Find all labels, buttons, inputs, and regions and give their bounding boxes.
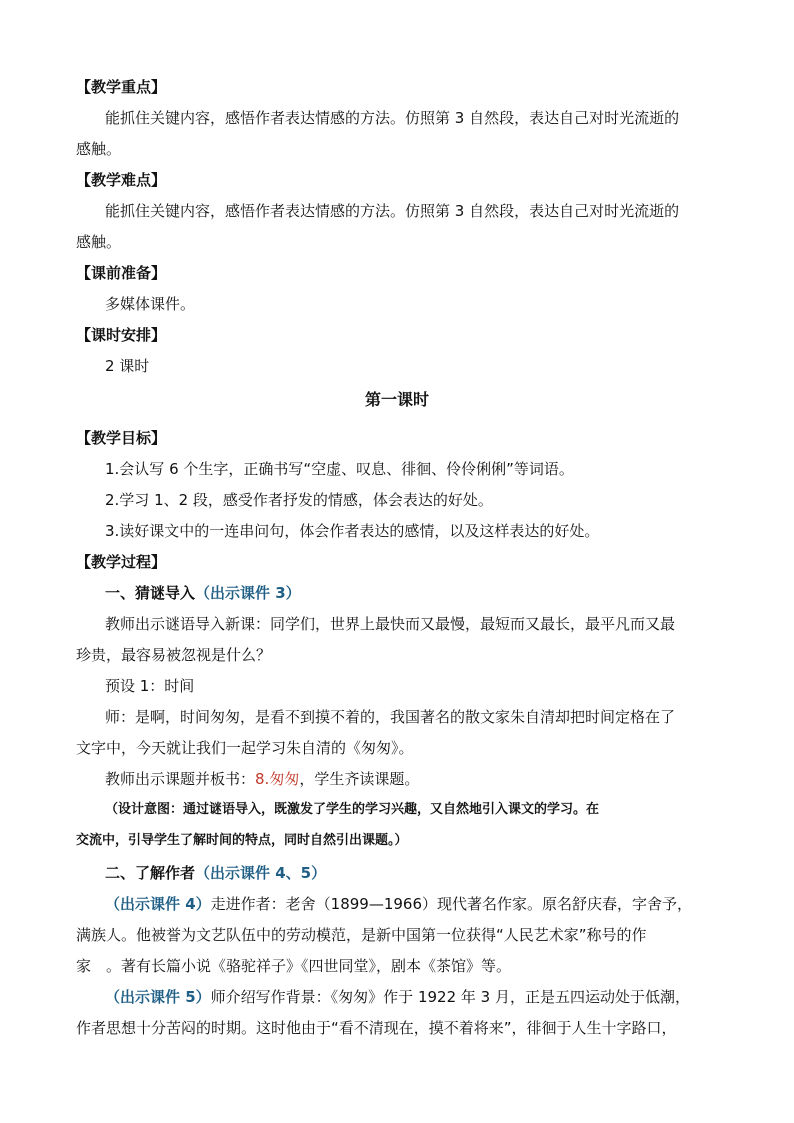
goal-item-2: 2.学习 1、2 段，感受作者抒发的情感，体会表达的好处。: [105, 491, 493, 509]
part2-courseware: （出示课件 4、5）: [195, 864, 327, 882]
heading-schedule: 【课时安排】: [76, 326, 167, 344]
board-prefix: 教师出示课题并板书：: [105, 770, 256, 788]
cw5-label: （出示课件 5）: [105, 988, 211, 1006]
heading-process: 【教学过程】: [76, 553, 167, 571]
heading-preparation: 【课前准备】: [76, 264, 167, 282]
part1-title: 一、猜谜导入: [105, 584, 196, 602]
cw5-text: 师介绍写作背景：《匆匆》作于 1922 年 3 月，正是五四运动处于低潮，: [210, 988, 690, 1006]
part2-cw5-line2: 作者思想十分苦闷的时期。这时他由于“看不清现在，摸不着将来”，徘徊于人生十字路口，: [76, 1019, 677, 1037]
cw4-text: 走进作者：老舍（1899—1966）现代著名作家。原名舒庆春，字舍予，: [210, 895, 693, 913]
part1-board-line: [105, 769, 419, 789]
cw4-label: （出示课件 4）: [105, 895, 211, 913]
goal-item-3: 3.读好课文中的一连串问句，体会作者表达的感情，以及这样表达的好处。: [105, 522, 600, 540]
key-points-line1: 能抓住关键内容，感悟作者表达情感的方法。仿照第 3 自然段，表达自己对时光流逝的: [105, 109, 680, 127]
key-points-line2: 感触。: [76, 140, 122, 158]
heading-goals: 【教学目标】: [76, 429, 167, 447]
goal-item-1: 1.会认写 6 个生字，正确书写“空虚、叹息、徘徊、伶伶俐俐”等词语。: [105, 460, 574, 478]
heading-key-points: 【教学重点】: [76, 78, 167, 96]
part1-design-note-line1: （设计意图：通过谜语导入，既激发了学生的学习兴趣，又自然地引入课文的学习。在: [105, 802, 600, 817]
board-suffix: ，学生齐读课题。: [299, 770, 420, 788]
difficulties-line1: 能抓住关键内容，感悟作者表达情感的方法。仿照第 3 自然段，表达自己对时光流逝的: [105, 202, 680, 220]
heading-difficulties: 【教学难点】: [76, 171, 167, 189]
part1-design-note-line2: 交流中，引导学生了解时间的特点，同时自然引出课题。）: [76, 833, 408, 848]
part1-intro-line1: 教师出示谜语导入新课：同学们，世界上最快而又最慢，最短而又最长，最平凡而又最: [105, 615, 676, 633]
part1-preset: 预设 1：时间: [105, 677, 195, 695]
difficulties-line2: 感触。: [76, 233, 122, 251]
part2-title-line: [105, 863, 326, 883]
part1-teacher-line2: 文字中，今天就让我们一起学习朱自清的《匆匆》。: [76, 739, 414, 757]
part2-cw4-line3: 家 。著有长篇小说《骆驼祥子》《四世同堂》，剧本《茶馆》等。: [76, 957, 512, 975]
lesson-title: 第一课时: [364, 390, 429, 409]
preparation-line1: 多媒体课件。: [105, 295, 196, 313]
part2-title: 二、了解作者: [105, 864, 196, 882]
part2-cw4-line2: 满族人。他被誉为文艺队伍中的劳动模范，是新中国第一位获得“人民艺术家”称号的作: [76, 926, 647, 944]
board-title: 8.匆匆: [255, 770, 300, 788]
schedule-line1: 2 课时: [105, 357, 150, 375]
part2-cw5-line1: [105, 987, 690, 1007]
part1-intro-line2: 珍贵，最容易被忽视是什么？: [76, 646, 272, 664]
part1-courseware: （出示课件 3）: [195, 584, 301, 602]
part2-cw4-line1: [105, 894, 692, 914]
part1-teacher-line1: 师：是啊，时间匆匆，是看不到摸不着的，我国著名的散文家朱自清却把时间定格在了: [105, 708, 676, 726]
part1-title-line: [105, 583, 301, 603]
